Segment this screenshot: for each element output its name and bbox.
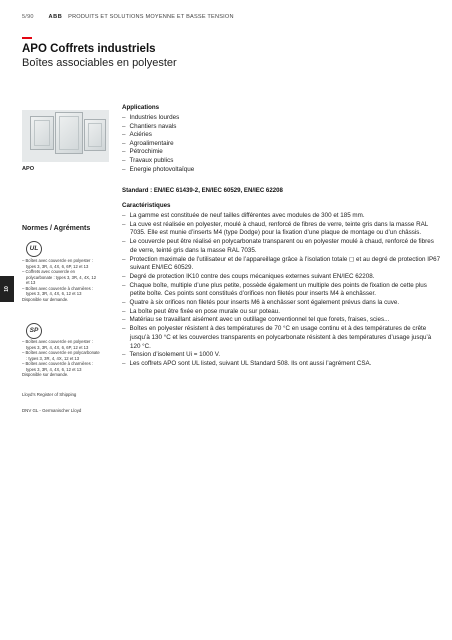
applications-list	[122, 114, 194, 174]
list-item: – Degré de protection IK10 contre des coups mécaniques externes suivant EN/IEC 62208.	[122, 273, 442, 282]
list-item: – Pétrochimie	[122, 148, 194, 157]
ul-logo-icon: UL	[26, 241, 42, 257]
list-item: Disponible sur demande.	[22, 372, 69, 377]
product-label: APO	[22, 166, 35, 172]
characteristics-heading: Caractéristiques	[122, 202, 171, 209]
enclosure-large-image	[55, 112, 83, 154]
list-item: – Quatre à six orifices non filetés pour inserts M6 à enchâsser sont également prévus dans la cuve.	[122, 299, 442, 308]
list-item: – Boîtes avec couvercle en polycarbonate : types 3, 3R, 4, 4X, 12 et 13	[22, 350, 100, 361]
list-item: – Tension d’isolement Ui = 1000 V.	[122, 351, 442, 360]
brand-name: ABB	[48, 14, 63, 20]
product-photo	[22, 110, 109, 162]
list-item: – Boîtes avec couvercle à charnières : types 3, 3R, 4, 4X, 6, 12 et 13	[22, 361, 93, 372]
csa-logo-icon: SP	[26, 323, 42, 339]
norms-heading: Normes / Agréments	[22, 225, 91, 232]
list-item: Disponible sur demande.	[22, 296, 69, 302]
list-item: – Le couvercle peut être réalisé en polycarbonate transparent ou en polyester moulé à chaud, renforcé de fibres de verre, teinté gris dans la masse RAL 7035.	[122, 238, 442, 255]
enclosure-small-image	[30, 116, 54, 150]
chapter-tab-label: 10	[4, 286, 10, 292]
standard-line: Standard : EN/IEC 61439-2, EN/IEC 60529, EN/IEC 62208	[122, 187, 283, 194]
enclosure-medium-image	[84, 119, 106, 151]
list-item: – Energie photovoltaïque	[122, 166, 194, 175]
applications-heading: Applications	[122, 104, 160, 111]
list-item: – Boîtes avec couvercle en polyester : types 3, 3R, 4, 4X, 6, 6P, 12 et 13	[22, 339, 93, 350]
accent-bar	[22, 37, 32, 39]
list-item: – Boîtes en polyester résistent à des températures de 70 °C en usage continu et à des températures de crête jusqu’à 130 °C et les couvercles transparents en polycarbonate résistent à des températures d’usage jusqu’à 120 °C.	[122, 325, 442, 351]
list-item: – La boîte peut être fixée en pose murale ou sur poteau.	[122, 308, 442, 317]
list-item: – La cuve est réalisée en polyester, moulé à chaud, renforcé de fibres de verre, teinte gris dans la masse RAL 7035. Elle est munie d’inserts M4 (type Dodge) pour la fixation d’une plaque de montage ou d’un châssis.	[122, 221, 442, 238]
dnv-gl: DNV GL - Germanischer Lloyd	[22, 408, 82, 413]
page-title: APO Coffrets industriels	[22, 43, 156, 55]
list-item: – Travaux publics	[122, 157, 194, 166]
list-item: – Chaque boîte, multiple d’une plus petite, possède également un multiple des points de fixation de cette plus petite boîte. Ces points sont constitués d’orifices non filetés pour inserts M4 à enchâsser.	[122, 282, 442, 299]
page-number: 5/90	[22, 14, 34, 20]
ul-approval-list	[22, 258, 100, 302]
lloyds-register: Lloyd’s Register of Shipping	[22, 392, 77, 397]
chapter-tab	[0, 276, 14, 302]
list-item: – Aciéries	[122, 131, 194, 140]
list-item: – La gamme est constituée de neuf tailles différentes avec modules de 300 et 185 mm.	[122, 212, 442, 221]
page-header	[22, 14, 234, 20]
section-title: PRODUITS ET SOLUTIONS MOYENNE ET BASSE TENSION	[68, 14, 234, 20]
list-item: – Industries lourdes	[122, 114, 194, 123]
list-item: – Chantiers navals	[122, 123, 194, 132]
list-item: – Protection maximale de l’utilisateur et de l’appareillage grâce à l’isolation totale ◻ et au degré de protection IP67 suivant EN/IEC 60529.	[122, 256, 442, 273]
list-item: – Boîtes avec couvercle en polyester : types 3, 3R, 4, 4X, 6, 6P, 12 et 13	[22, 258, 93, 269]
list-item: – Les coffrets APO sont UL listed, suivant UL Standard 508. Ils ont aussi l’agrément CSA.	[122, 360, 442, 369]
list-item: – Coffrets avec couvercle en polycarbonate : types 3, 3R, 4, 4X, 12 et 13	[22, 269, 97, 285]
page-subtitle: Boîtes associables en polyester	[22, 57, 177, 69]
list-item: – Boîtes avec couvercle à charnières : types 3, 3R, 4, 4X, 6, 12 et 13	[22, 285, 93, 296]
characteristics-list	[122, 212, 442, 369]
list-item: – Agroalimentaire	[122, 140, 194, 149]
list-item: – Matériau se travaillant aisément avec un outillage conventionnel tel que forets, fraises, scies...	[122, 316, 442, 325]
csa-approval-list	[22, 339, 100, 378]
